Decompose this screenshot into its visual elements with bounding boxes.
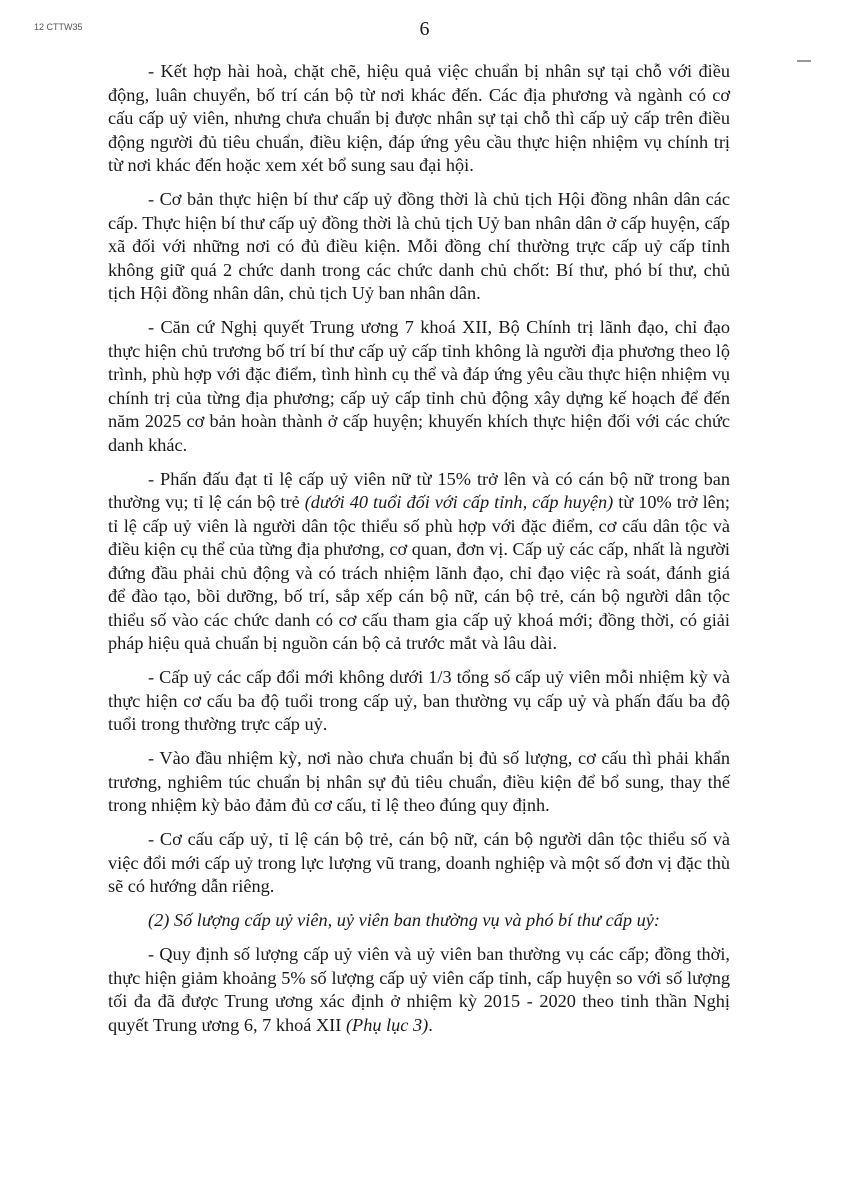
paragraph-special-guidance: - Cơ cấu cấp uỷ, tỉ lệ cán bộ trẻ, cán bộ nữ, cán bộ người dân tộc thiểu số và việc đổi mới cấp uỷ trong lực lượng vũ trang, doanh nghiệp và một số đơn vị đặc thù sẽ có hướng dẫn riêng.	[108, 829, 730, 896]
scan-mark	[797, 60, 811, 62]
paragraph-secretary-roles: - Cơ bản thực hiện bí thư cấp uỷ đồng thời là chủ tịch Hội đồng nhân dân các cấp. Thực hiện bí thư cấp uỷ đồng thời là chủ tịch Uỷ ban nhân dân ở cấp huyện, cấp xã đối với những nơi có đủ điều kiện. Mỗi đồng chí thường trực cấp uỷ cấp tỉnh không giữ quá 2 chức danh trong các chức danh chủ chốt: Bí thư, phó bí thư, chủ tịch Hội đồng nhân dân, chủ tịch Uỷ ban nhân dân.	[108, 189, 730, 303]
paragraph-quantity-part-2: .	[428, 1014, 433, 1035]
document-body	[108, 60, 730, 1048]
paragraph-women-youth-ratio	[108, 468, 730, 656]
paragraph-staff-preparation: - Kết hợp hài hoà, chặt chẽ, hiệu quả việc chuẩn bị nhân sự tại chỗ với điều động, luân chuyển, bố trí cán bộ từ nơi khác đến. Các địa phương và ngành có cơ cấu cấp uỷ viên, nhưng chưa chuẩn bị được nhân sự tại chỗ thì cấp uỷ cấp trên điều động người đủ tiêu chuẩn, điều kiện, đáp ứng yêu cầu thực hiện nhiệm vụ chính trị từ nơi khác đến hoặc xem xét bổ sung sau đại hội.	[108, 61, 730, 175]
paragraph-women-italic-note: (dưới 40 tuổi đối với cấp tỉnh, cấp huyện)	[304, 492, 614, 512]
paragraph-quantity-part-1: - Quy định số lượng cấp uỷ viên và uỷ viên ban thường vụ các cấp; đồng thời, thực hiện giảm khoảng 5% số lượng cấp uỷ viên cấp tỉnh, cấp huyện so với số lượng tối đa đã được Trung ương xác định ở nhiệm kỳ 2015 - 2020 theo tinh thần Nghị quyết Trung ương 6, 7 khoá XII	[108, 944, 730, 1035]
appendix-reference: (Phụ lục 3)	[345, 1014, 429, 1035]
document-code: 12 CTTW35	[34, 22, 83, 32]
section-heading-committee-numbers: (2) Số lượng cấp uỷ viên, uỷ viên ban thường vụ và phó bí thư cấp uỷ:	[148, 910, 660, 930]
paragraph-renewal-ratio: - Cấp uỷ các cấp đổi mới không dưới 1/3 tổng số cấp uỷ viên mỗi nhiệm kỳ và thực hiện cơ cấu ba độ tuổi trong cấp uỷ, ban thường vụ cấp uỷ và phấn đấu ba độ tuổi trong thường trực cấp uỷ.	[108, 667, 730, 734]
paragraph-women-part-2: từ 10% trở lên; tỉ lệ cấp uỷ viên là người dân tộc thiểu số phù hợp với đặc điểm, cơ cấu dân tộc và điều kiện cụ thể của từng địa phương, cơ quan, đơn vị. Cấp uỷ các cấp, nhất là người đứng đầu phải chủ động và có trách nhiệm lãnh đạo, chỉ đạo việc rà soát, đánh giá để đào tạo, bồi dưỡng, bố trí, sắp xếp cán bộ nữ, cán bộ trẻ, cán bộ người dân tộc thiểu số vào các chức danh có cơ cấu tham gia cấp uỷ khoá mới; đồng thời, có giải pháp hiệu quả chuẩn bị nguồn cán bộ cả trước mắt và lâu dài.	[108, 492, 731, 653]
paragraph-committee-quantity	[108, 943, 730, 1037]
paragraph-women-part-1: - Phấn đấu đạt tỉ lệ cấp uỷ viên nữ từ 15% trở lên và có cán bộ nữ trong ban thường vụ; tỉ lệ cán bộ trẻ	[108, 468, 730, 512]
page-number: 6	[419, 18, 430, 40]
paragraph-provincial-secretary: - Căn cứ Nghị quyết Trung ương 7 khoá XII, Bộ Chính trị lãnh đạo, chỉ đạo thực hiện chủ trương bố trí bí thư cấp uỷ cấp tỉnh không là người địa phương theo lộ trình, phù hợp với đặc điểm, tình hình cụ thể và đáp ứng yêu cầu thực hiện nhiệm vụ chính trị của từng địa phương; cấp uỷ cấp tỉnh chủ động xây dựng kế hoạch để đến năm 2025 cơ bản hoàn thành ở cấp huyện; khuyến khích thực hiện đối với các chức danh khác.	[108, 317, 730, 455]
paragraph-start-of-term: - Vào đầu nhiệm kỳ, nơi nào chưa chuẩn bị đủ số lượng, cơ cấu thì phải khẩn trương, nghiêm túc chuẩn bị nhân sự đủ tiêu chuẩn, điều kiện để bổ sung, thay thế trong nhiệm kỳ bảo đảm đủ cơ cấu, tỉ lệ theo đúng quy định.	[108, 748, 730, 815]
